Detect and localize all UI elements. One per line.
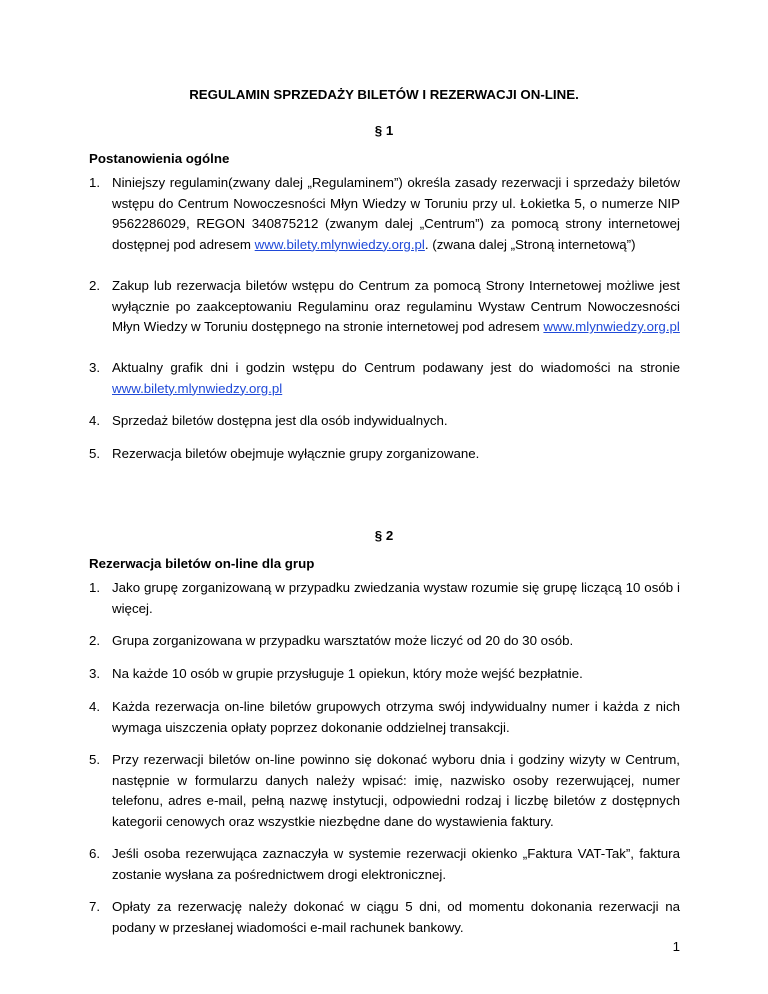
bilety-link[interactable]: www.bilety.mlynwiedzy.org.pl	[254, 236, 425, 252]
item-number: 4.	[89, 413, 101, 428]
list-item	[89, 697, 680, 738]
item-text: Na każde 10 osób w grupie przysługuje 1 opiekun, który może wejść bezpłatnie.	[112, 666, 583, 681]
item-number: 2.	[89, 278, 101, 293]
section-2-heading: Rezerwacja biletów on-line dla grup	[89, 556, 315, 571]
item-number: 4.	[89, 699, 101, 714]
mlynwiedzy-link[interactable]: www.mlynwiedzy.org.pl	[543, 319, 680, 334]
list-item	[89, 276, 680, 338]
item-text: Zakup lub rezerwacja biletów wstępu do Centrum za pomocą Strony Internetowej możliwe jest wyłącznie po zaakceptowaniu Regulaminu oraz regulaminu Wystaw Centrum Nowoczesności Młyn Wiedzy w Toruniu dostępnego na stronie internetowej pod adresem	[112, 278, 680, 334]
document-title: REGULAMIN SPRZEDAŻY BILETÓW I REZERWACJI ON-LINE.	[189, 87, 579, 102]
item-number: 7.	[89, 899, 101, 914]
item-text: Przy rezerwacji biletów on-line powinno się dokonać wyboru dnia i godziny wizyty w Centrum, następnie w formularzu danych należy wpisać: imię, nazwisko osoby rezerwującej, numer telefonu, adres e-mail, pełną nazwę instytucji, odpowiedni rodzaj i liczbę biletów z dostępnych kategorii cenowych oraz wszystkie niezbędne dane do wystawienia faktury.	[112, 752, 680, 829]
item-text: Jako grupę zorganizowaną w przypadku zwiedzania wystaw rozumie się grupę liczącą 10 osób i więcej.	[112, 580, 680, 616]
list-item	[89, 578, 680, 619]
item-text: . (zwana dalej „Stroną internetową”)	[424, 236, 636, 252]
item-text: Grupa zorganizowana w przypadku warsztatów może liczyć od 20 do 30 osób.	[112, 633, 574, 648]
section-1-mark: § 1	[374, 123, 394, 138]
item-number: 6.	[89, 846, 101, 861]
list-item	[89, 444, 680, 465]
list-item	[89, 411, 680, 432]
item-number: 5.	[89, 446, 101, 461]
item-number: 2.	[89, 633, 101, 648]
section-2-mark: § 2	[374, 528, 394, 543]
item-number: 5.	[89, 752, 101, 767]
item-text: Aktualny grafik dni i godzin wstępu do Centrum podawany jest do wiadomości na stronie	[112, 360, 680, 375]
item-text: Rezerwacja biletów obejmuje wyłącznie grupy zorganizowane.	[112, 446, 480, 461]
list-item	[89, 750, 680, 832]
item-number: 3.	[89, 360, 101, 375]
page-number: 1	[672, 939, 680, 954]
item-text: Każda rezerwacja on-line biletów grupowych otrzyma swój indywidualny numer i każda z nich wymaga uiszczenia opłaty poprzez dokonanie oddzielnej transakcji.	[112, 699, 680, 735]
list-item	[89, 664, 680, 685]
list-item	[89, 897, 680, 938]
item-text: Sprzedaż biletów dostępna jest dla osób indywidualnych.	[112, 413, 448, 428]
item-number: 1.	[89, 580, 101, 595]
item-text: Niniejszy regulamin(zwany dalej „Regulaminem”) określa zasady rezerwacji i sprzedaży biletów wstępu do Centrum Nowoczesności Młyn Wiedzy w Toruniu przy ul. Łokietka 5, o numerze NIP 9562286029, REGON 340875212 (zwanym dalej „Centrum”) za pomocą strony internetowej dostępnej pod adresem	[112, 175, 680, 252]
list-item	[89, 358, 680, 399]
item-text: Jeśli osoba rezerwująca zaznaczyła w systemie rezerwacji okienko „Faktura VAT-Tak”, faktura zostanie wysłana za pośrednictwem drogi elektronicznej.	[112, 846, 680, 882]
item-number: 3.	[89, 666, 101, 681]
item-text: Opłaty za rezerwację należy dokonać w ciągu 5 dni, od momentu dokonania rezerwacji na podany w przesłanej wiadomości e-mail rachunek bankowy.	[112, 899, 680, 935]
list-item	[89, 173, 680, 255]
section-1-heading: Postanowienia ogólne	[89, 151, 230, 166]
list-item	[89, 631, 680, 652]
bilety-link[interactable]: www.bilety.mlynwiedzy.org.pl	[112, 380, 283, 396]
item-number: 1.	[89, 175, 101, 190]
list-item	[89, 844, 680, 885]
